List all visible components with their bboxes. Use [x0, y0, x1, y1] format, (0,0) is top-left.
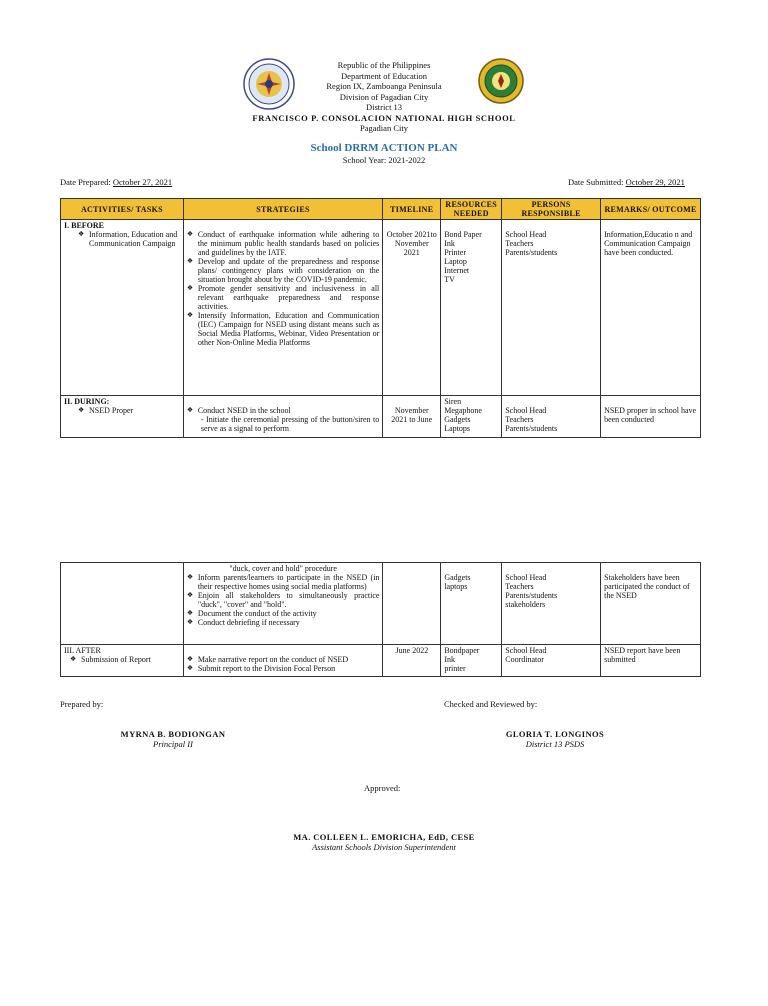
strategy-item: ❖ Intensify Information, Education and Communication (IEC) Campaign for NSED using distant means such as Social Media Platforms, Webinar, Video Presentation or other Non-Online Media Platforms	[187, 311, 379, 347]
resource-item: Printer	[444, 248, 466, 257]
preparer-name: MYRNA B. BODIONGAN	[120, 729, 226, 739]
approver-name: MA. COLLEEN L. EMORICHA, EdD, CESE	[293, 832, 475, 842]
section-after: III. AFTER	[64, 646, 101, 655]
school-city: Pagadian City	[360, 123, 408, 133]
strategy-sub: - Initiate the ceremonial pressing of the button/siren to serve as a signal to perform	[200, 415, 380, 433]
header-line-1: Republic of the Philippines	[337, 60, 431, 70]
person-item: stakeholders	[505, 600, 546, 609]
strategy-item: ❖ Conduct debriefing if necessary	[187, 618, 380, 627]
action-plan-table	[60, 198, 701, 438]
table-row	[61, 220, 701, 396]
col-persons: PERSONS RESPONSIBLE	[502, 199, 601, 220]
activity-nsed: ❖ NSED Proper	[78, 406, 180, 415]
strategy-item: ❖ Conduct of earthquake information while adhering to the minimum public health standards based on policies and guidelines by the IATF.	[187, 230, 379, 257]
col-timeline: TIMELINE	[383, 199, 441, 220]
person-item: Teachers	[505, 415, 534, 424]
date-prepared-value: October 27, 2021	[112, 177, 173, 187]
resource-item: Ink	[444, 655, 455, 664]
person-item: Parents/students	[505, 424, 558, 433]
person-item: Parents/students	[505, 591, 558, 600]
resource-item: TV	[444, 275, 455, 284]
col-strategies: STRATEGIES	[183, 199, 382, 220]
date-submitted-value: October 29, 2021	[625, 177, 685, 187]
table-row	[61, 396, 701, 438]
table-row	[61, 645, 701, 677]
person-item: Coordinator	[505, 655, 544, 664]
school-year: School Year: 2021-2022	[342, 155, 426, 165]
resource-item: Bond Paper	[444, 230, 482, 239]
person-item: Teachers	[505, 582, 534, 591]
person-item: School Head	[505, 646, 547, 655]
remarks-cell: Stakeholders have been participated the conduct of the NSED	[601, 563, 701, 645]
date-prepared-label: Date Prepared:	[60, 177, 113, 187]
strategy-item: ❖ Develop and update of the preparedness and response plans/ contingency plans with consideration on the situation brought about by the COVID-19 pandemic.	[187, 257, 379, 284]
section-before: I. BEFORE	[64, 221, 105, 230]
strategy-item: ❖ Document the conduct of the activity	[187, 609, 380, 618]
school-name: FRANCISCO P. CONSOLACION NATIONAL HIGH SCHOOL	[252, 112, 516, 123]
date-prepared	[60, 177, 172, 187]
resource-item: Bondpaper	[444, 646, 480, 655]
person-item: Teachers	[505, 239, 534, 248]
preparer-block	[118, 729, 228, 749]
header-line-5: District 13	[365, 102, 403, 112]
date-submitted-label: Date Submitted:	[568, 177, 626, 187]
strategy-item: ❖ Conduct NSED in the school	[187, 406, 379, 415]
timeline-cell: June 2022	[383, 645, 441, 677]
remarks-cell: Information,Educatio n and Communication Campaign have been conducted.	[601, 220, 701, 396]
approver-block	[0, 832, 768, 852]
strategy-item: ❖ Make narrative report on the conduct of NSED	[187, 655, 380, 664]
col-resources: RESOURCES NEEDED	[441, 199, 502, 220]
strategy-item: ❖ Promote gender sensitivity and inclusiveness in all relevant earthquake preparedness and response activities.	[187, 284, 379, 311]
resource-item: laptops	[444, 582, 468, 591]
approved-label: Approved:	[364, 783, 401, 793]
checked-by-label: Checked and Reviewed by:	[444, 699, 538, 709]
resource-item: Gadgets	[444, 573, 471, 582]
document-title: School DRRM ACTION PLAN	[310, 142, 458, 154]
col-remarks: REMARKS/ OUTCOME	[601, 199, 701, 220]
checker-block	[500, 729, 610, 749]
resource-item: Siren	[444, 397, 462, 406]
remarks-cell: NSED proper in school have been conducted	[601, 396, 701, 438]
resource-item: Megaphone	[444, 406, 482, 415]
person-item: Parents/students	[505, 248, 558, 257]
resource-item: Gadgets	[444, 415, 471, 424]
resource-item: printer	[444, 664, 466, 673]
preparer-position: Principal II	[153, 739, 193, 749]
timeline-cell: November 2021 to June	[383, 396, 441, 438]
strategy-continued: "duck, cover and hold" procedure	[229, 564, 337, 573]
table-row	[61, 563, 701, 645]
activity-iec: ❖ Information, Education and Communication Campaign	[78, 230, 180, 248]
date-submitted	[568, 177, 685, 187]
resource-item: Laptop	[444, 257, 467, 266]
person-item: School Head	[505, 573, 547, 582]
action-plan-table-continued	[60, 562, 701, 677]
header-line-2: Department of Education	[341, 70, 427, 81]
timeline-cell: October 2021to November 2021	[383, 220, 441, 396]
table-header-row	[61, 199, 701, 220]
prepared-by-label: Prepared by:	[60, 699, 104, 709]
checker-position: District 13 PSDS	[525, 739, 585, 749]
section-during: II. DURING:	[64, 397, 110, 406]
col-activities: ACTIVITIES/ TASKS	[61, 199, 184, 220]
person-item: School Head	[505, 406, 547, 415]
strategy-item: ❖ Enjoin all stakeholders to simultaneously practice "duck", "cover" and "hold".	[187, 591, 380, 609]
approver-position: Assistant Schools Division Superintendent	[312, 842, 456, 852]
strategy-item: ❖ Submit report to the Division Focal Person	[187, 664, 380, 673]
person-item: School Head	[505, 230, 547, 239]
letterhead	[0, 60, 768, 134]
header-line-4: Division of Pagadian City	[339, 91, 429, 102]
strategy-item: ❖ Inform parents/learners to participate in the NSED (in their respective homes using social media platforms)	[187, 573, 380, 591]
resource-item: Laptops	[444, 424, 470, 433]
checker-name: GLORIA T. LONGINOS	[505, 729, 605, 739]
header-line-3: Region IX, Zamboanga Peninsula	[326, 81, 442, 91]
activity-report: ❖ Submission of Report	[70, 655, 180, 664]
resource-item: Ink	[444, 239, 455, 248]
remarks-cell: NSED report have been submitted	[601, 645, 701, 677]
resource-item: Internet	[444, 266, 470, 275]
